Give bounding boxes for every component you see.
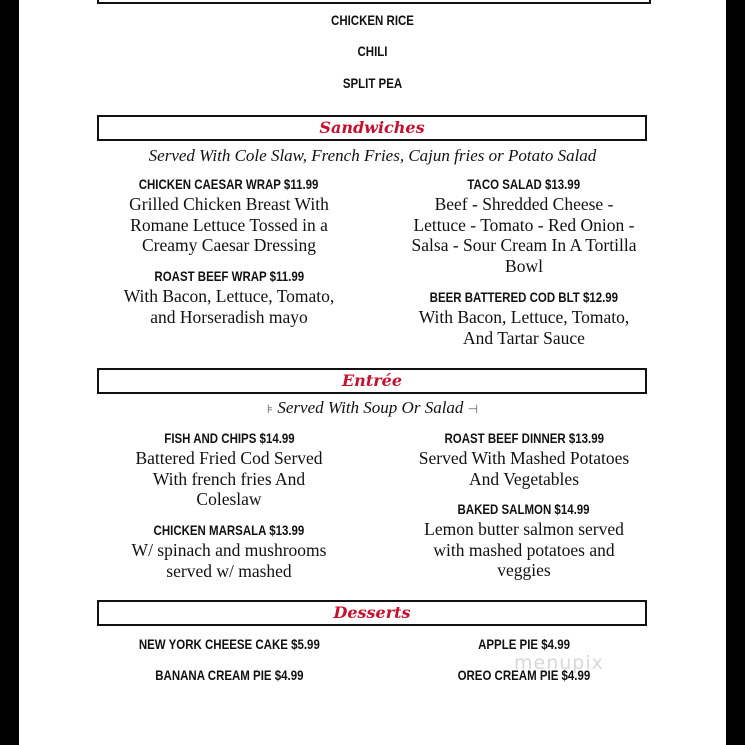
ornament-right-icon: ⊣ xyxy=(467,402,479,416)
item-title: APPLE PIE $4.99 xyxy=(478,636,570,652)
menu-item xyxy=(379,501,669,581)
soup-section-box xyxy=(97,0,651,4)
item-description: Served With Mashed Potatoes And Vegetables xyxy=(418,448,630,489)
item-title: OREO CREAM PIE $4.99 xyxy=(457,667,591,683)
item-title: FISH AND CHIPS $14.99 xyxy=(163,430,295,446)
sandwiches-header: Sandwiches xyxy=(97,115,647,141)
menu-item xyxy=(89,268,369,327)
menu-page xyxy=(19,0,726,745)
entree-header: Entrée xyxy=(97,368,647,394)
item-title: ROAST BEEF DINNER $13.99 xyxy=(444,430,604,446)
menu-item xyxy=(89,176,369,256)
item-title: ROAST BEEF WRAP $11.99 xyxy=(154,268,304,284)
item-description: Battered Fried Cod Served With french fries And Coleslaw xyxy=(135,448,323,509)
item-title: BANANA CREAM PIE $4.99 xyxy=(154,667,304,683)
menu-item xyxy=(89,667,369,685)
item-description: With Bacon, Lettuce, Tomato, and Horseradish mayo xyxy=(123,286,335,327)
menu-item xyxy=(379,430,669,489)
desserts-header: Desserts xyxy=(97,600,647,626)
item-title: BEER BATTERED COD BLT $12.99 xyxy=(429,289,619,305)
menu-item xyxy=(379,176,669,276)
item-description: Beef - Shredded Cheese - Lettuce - Tomato - Red Onion - Salsa - Sour Cream In A Tortilla Bowl xyxy=(411,194,637,276)
item-title: CHICKEN MARSALA $13.99 xyxy=(153,522,305,538)
item-title: BAKED SALMON $14.99 xyxy=(457,501,591,517)
sandwiches-subtitle: Served With Cole Slaw, French Fries, Cajun fries or Potato Salad xyxy=(148,146,597,165)
item-title: TACO SALAD $13.99 xyxy=(467,176,581,192)
item-description: With Bacon, Lettuce, Tomato, And Tartar Sauce xyxy=(418,307,630,348)
soup-item: SPLIT PEA xyxy=(342,75,403,91)
menu-item xyxy=(89,636,369,654)
item-title: NEW YORK CHEESE CAKE $5.99 xyxy=(138,636,320,652)
watermark: menupix xyxy=(514,652,604,674)
menu-item xyxy=(89,430,369,510)
menu-item xyxy=(89,522,369,581)
entree-subtitle: ⊧ Served With Soup Or Salad ⊣ xyxy=(266,398,479,417)
item-title: CHICKEN CAESAR WRAP $11.99 xyxy=(139,176,319,192)
item-description: Grilled Chicken Breast With Romane Lettuce Tossed in a Creamy Caesar Dressing xyxy=(129,194,329,255)
item-description: W/ spinach and mushrooms served w/ mashed xyxy=(131,540,327,581)
soup-item: CHICKEN RICE xyxy=(331,12,414,28)
ornament-left-icon: ⊧ xyxy=(266,402,274,416)
soup-item: CHILI xyxy=(357,43,388,59)
menu-item xyxy=(379,289,669,348)
item-description: Lemon butter salmon served with mashed potatoes and veggies xyxy=(424,519,624,580)
